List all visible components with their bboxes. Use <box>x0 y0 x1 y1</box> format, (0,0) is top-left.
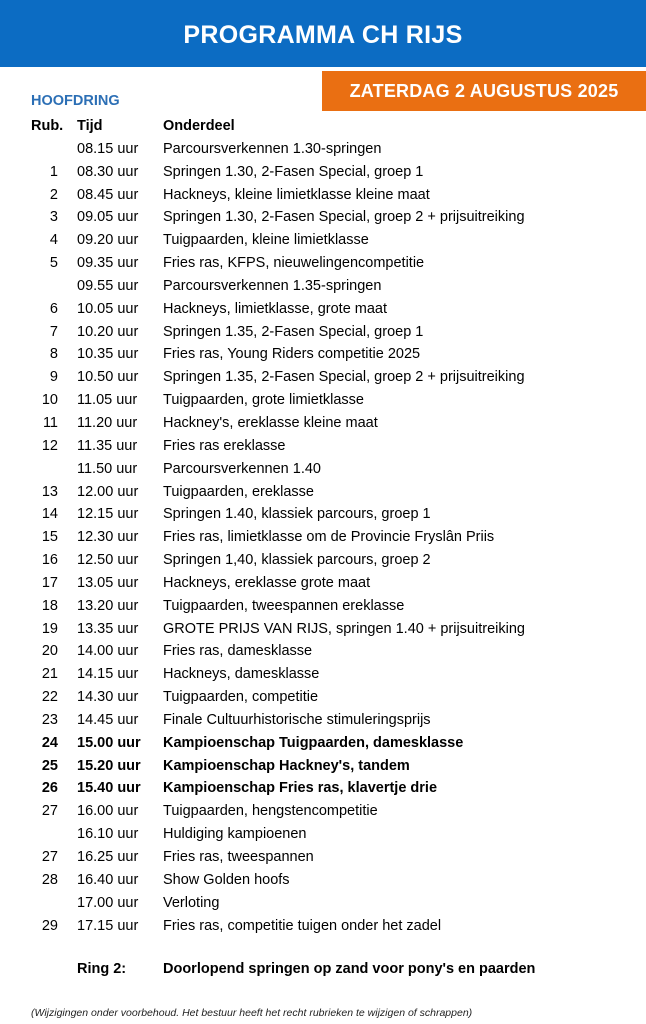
row-desc: Hackneys, ereklasse grote maat <box>163 574 371 591</box>
table-row <box>0 138 646 161</box>
table-row <box>0 915 646 938</box>
row-time: 13.20 uur <box>77 597 139 614</box>
row-num: 10 <box>41 392 58 409</box>
column-header-desc: Onderdeel <box>163 118 235 134</box>
row-num: 14 <box>41 506 58 523</box>
row-num: 6 <box>49 300 58 317</box>
row-time: 15.00 uur <box>77 734 141 751</box>
column-header-time: Tijd <box>77 118 103 134</box>
row-time: 15.20 uur <box>77 757 141 774</box>
row-num: 25 <box>41 757 58 774</box>
row-time: 10.20 uur <box>77 323 139 340</box>
table-row <box>0 366 646 389</box>
row-num: 4 <box>49 232 58 249</box>
table-row <box>0 252 646 275</box>
row-desc: Parcoursverkennen 1.40 <box>163 460 321 477</box>
row-time: 09.20 uur <box>77 232 139 249</box>
table-row <box>0 503 646 526</box>
row-time: 14.45 uur <box>77 711 139 728</box>
row-num: 24 <box>41 734 58 751</box>
row-desc: Fries ras, damesklasse <box>163 643 313 660</box>
row-time: 17.15 uur <box>77 917 139 934</box>
table-row <box>0 709 646 732</box>
table-row <box>0 161 646 184</box>
row-num: 1 <box>49 163 58 180</box>
row-num: 27 <box>41 849 58 865</box>
table-row <box>0 389 646 412</box>
row-time: 16.25 uur <box>77 849 139 865</box>
table-row <box>0 184 646 207</box>
row-desc: Tuigpaarden, tweespannen ereklasse <box>163 597 405 614</box>
table-row <box>0 755 646 778</box>
row-desc: Tuigpaarden, hengstencompetitie <box>163 803 378 820</box>
ring2-label: Ring 2: <box>77 961 127 977</box>
row-desc: Fries ras ereklasse <box>163 437 286 454</box>
table-row <box>0 206 646 229</box>
row-time: 10.50 uur <box>77 369 139 386</box>
row-desc: Finale Cultuurhistorische stimuleringsprijs <box>163 711 431 728</box>
table-row <box>0 686 646 709</box>
row-desc: Parcoursverkennen 1.35-springen <box>163 277 382 294</box>
row-time: 08.15 uur <box>77 140 139 157</box>
row-desc: Parcoursverkennen 1.30-springen <box>163 140 382 157</box>
row-time: 11.05 uur <box>77 392 138 409</box>
row-num: 21 <box>41 666 58 683</box>
row-time: 14.00 uur <box>77 643 139 660</box>
row-time: 09.55 uur <box>77 277 139 294</box>
table-row <box>0 343 646 366</box>
table-row <box>0 618 646 641</box>
row-time: 08.45 uur <box>77 186 139 203</box>
ring-label: HOOFDRING <box>31 93 120 109</box>
page-title-banner <box>0 0 646 67</box>
row-desc: Springen 1,40, klassiek parcours, groep 2 <box>163 552 431 569</box>
row-desc: Kampioenschap Tuigpaarden, damesklasse <box>163 734 464 751</box>
table-row <box>0 549 646 572</box>
table-row <box>0 435 646 458</box>
row-desc: Huldiging kampioenen <box>163 826 307 843</box>
row-time: 15.40 uur <box>77 780 141 797</box>
row-num: 27 <box>41 803 58 820</box>
ring2-line <box>0 957 646 981</box>
row-num: 11 <box>42 414 58 431</box>
row-time: 13.05 uur <box>77 574 139 591</box>
row-time: 17.00 uur <box>77 894 139 911</box>
row-time: 11.50 uur <box>77 460 138 477</box>
table-row <box>0 458 646 481</box>
row-num: 17 <box>41 574 58 591</box>
row-time: 12.15 uur <box>77 506 139 523</box>
row-desc: Verloting <box>163 894 220 911</box>
ring2-text: Doorlopend springen op zand voor pony's en paarden <box>163 961 536 977</box>
table-row <box>0 846 646 869</box>
row-num: 3 <box>49 209 58 226</box>
row-desc: Springen 1.40, klassiek parcours, groep 1 <box>163 506 431 523</box>
row-time: 14.15 uur <box>77 666 139 683</box>
row-desc: Fries ras, limietklasse om de Provincie Fryslân Priis <box>163 529 495 546</box>
row-num: 12 <box>41 437 58 454</box>
table-row <box>0 640 646 663</box>
table-row <box>0 481 646 504</box>
row-time: 10.05 uur <box>77 300 139 317</box>
row-desc: Fries ras, Young Riders competitie 2025 <box>163 346 421 363</box>
row-num: 9 <box>49 369 58 386</box>
row-desc: Hackneys, kleine limietklasse kleine maat <box>163 186 430 203</box>
row-time: 16.00 uur <box>77 803 139 820</box>
table-row <box>0 892 646 915</box>
row-desc: Springen 1.35, 2-Fasen Special, groep 2 + prijsuitreiking <box>163 369 525 386</box>
row-desc: Fries ras, tweespannen <box>163 849 314 865</box>
row-desc: Tuigpaarden, grote limietklasse <box>163 392 364 409</box>
row-desc: Tuigpaarden, competitie <box>163 689 319 706</box>
table-row <box>0 412 646 435</box>
row-desc: Springen 1.35, 2-Fasen Special, groep 1 <box>163 323 424 340</box>
schedule-table <box>0 115 646 937</box>
table-row <box>0 595 646 618</box>
row-num: 7 <box>49 323 58 340</box>
table-row <box>0 321 646 344</box>
table-row <box>0 732 646 755</box>
row-time: 14.30 uur <box>77 689 139 706</box>
table-row <box>0 572 646 595</box>
table-row <box>0 229 646 252</box>
row-time: 11.35 uur <box>77 437 138 454</box>
row-num: 20 <box>41 643 58 660</box>
row-num: 5 <box>49 255 58 272</box>
schedule-rows <box>0 138 646 938</box>
row-desc: Fries ras, KFPS, nieuwelingencompetitie <box>163 255 425 272</box>
table-row <box>0 777 646 800</box>
row-time: 08.30 uur <box>77 163 139 180</box>
row-num: 23 <box>41 711 58 728</box>
row-desc: Tuigpaarden, kleine limietklasse <box>163 232 369 249</box>
footnote: (Wijzigingen onder voorbehoud. Het bestuur heeft het recht rubrieken te wijzigen of schrappen) <box>31 1007 473 1019</box>
row-desc: Hackneys, damesklasse <box>163 666 320 683</box>
row-num: 29 <box>41 917 58 934</box>
table-row <box>0 275 646 298</box>
row-desc: GROTE PRIJS VAN RIJS, springen 1.40 + prijsuitreiking <box>163 620 525 637</box>
row-num: 2 <box>49 186 58 203</box>
row-time: 09.35 uur <box>77 255 139 272</box>
row-time: 13.35 uur <box>77 620 139 637</box>
row-desc: Kampioenschap Hackney's, tandem <box>163 757 410 774</box>
date-badge: ZATERDAG 2 AUGUSTUS 2025 <box>322 71 646 111</box>
row-num: 19 <box>41 620 58 637</box>
row-time: 12.50 uur <box>77 552 139 569</box>
row-time: 10.35 uur <box>77 346 139 363</box>
table-row <box>0 823 646 846</box>
row-num: 22 <box>41 689 58 706</box>
page-title: PROGRAMMA CH RIJS <box>183 21 463 49</box>
row-time: 12.30 uur <box>77 529 139 546</box>
table-row <box>0 869 646 892</box>
row-num: 13 <box>41 483 58 500</box>
row-desc: Hackneys, limietklasse, grote maat <box>163 300 388 317</box>
row-desc: Springen 1.30, 2-Fasen Special, groep 1 <box>163 163 424 180</box>
row-num: 15 <box>41 529 58 546</box>
row-time: 11.20 uur <box>77 414 138 431</box>
table-header-row <box>0 115 646 138</box>
row-time: 16.10 uur <box>77 826 139 843</box>
row-desc: Fries ras, competitie tuigen onder het zadel <box>163 917 442 934</box>
row-desc: Hackney's, ereklasse kleine maat <box>163 414 378 431</box>
row-num: 16 <box>41 552 58 569</box>
table-row <box>0 526 646 549</box>
row-time: 16.40 uur <box>77 871 139 888</box>
table-row <box>0 663 646 686</box>
row-num: 8 <box>49 346 58 363</box>
table-row <box>0 298 646 321</box>
row-desc: Kampioenschap Fries ras, klavertje drie <box>163 780 438 797</box>
row-num: 26 <box>41 780 58 797</box>
table-row <box>0 800 646 823</box>
row-time: 09.05 uur <box>77 209 139 226</box>
row-desc: Springen 1.30, 2-Fasen Special, groep 2 + prijsuitreiking <box>163 209 525 226</box>
column-header-num: Rub. <box>31 118 64 134</box>
row-desc: Tuigpaarden, ereklasse <box>163 483 314 500</box>
row-num: 28 <box>41 871 58 888</box>
row-desc: Show Golden hoofs <box>163 871 290 888</box>
row-time: 12.00 uur <box>77 483 139 500</box>
row-num: 18 <box>41 597 58 614</box>
